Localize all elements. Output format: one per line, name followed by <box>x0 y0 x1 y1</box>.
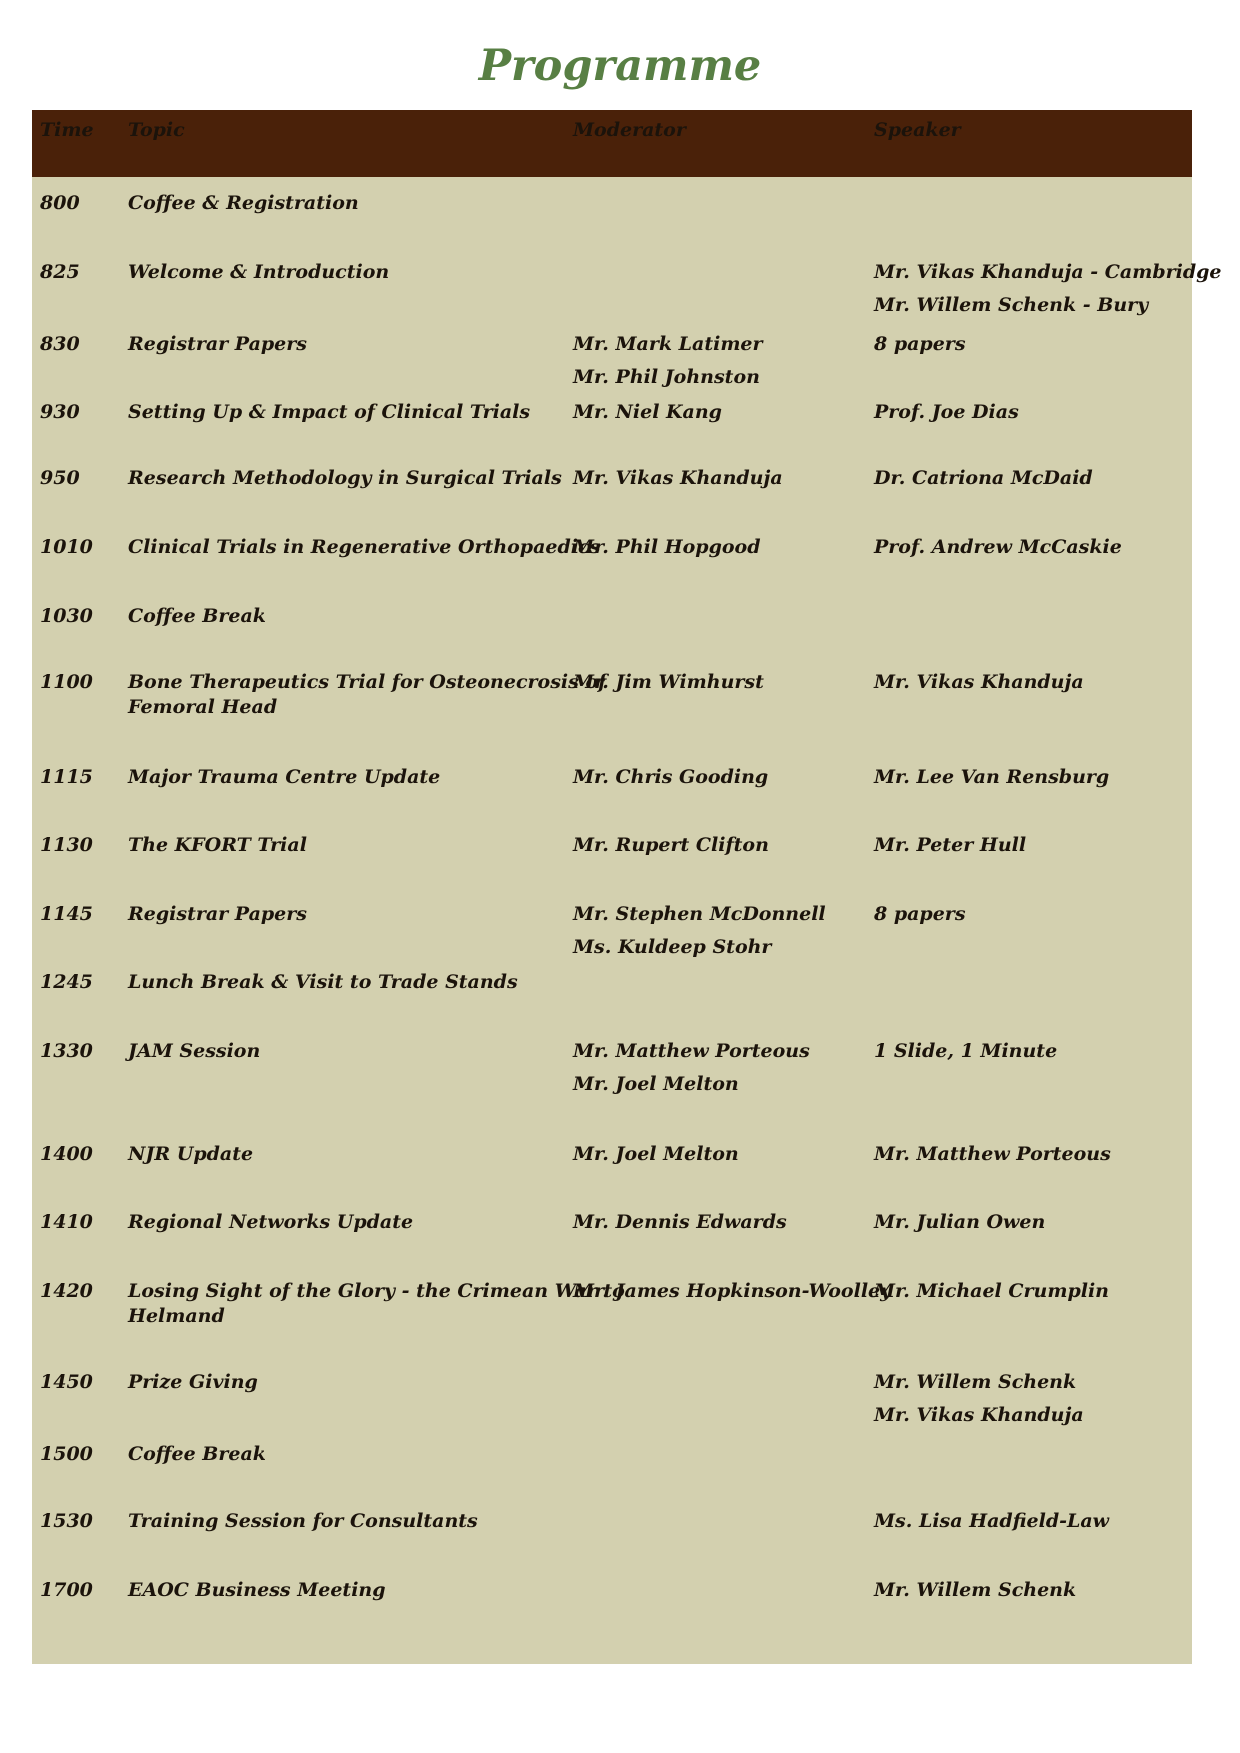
speaker-cell <box>874 332 1192 400</box>
moderator-cell <box>573 260 874 332</box>
cell-line: Mr. Rupert Clifton <box>573 834 769 856</box>
cell-line: Coffee Break <box>128 1443 266 1465</box>
time-cell <box>32 1279 128 1370</box>
time-cell <box>32 260 128 332</box>
table-header <box>32 110 1192 177</box>
time-cell <box>32 191 128 260</box>
cell-line: Mr. Vikas Khanduja <box>573 467 783 489</box>
cell-line: Mr. Vikas Khanduja <box>874 671 1084 693</box>
cell-line: Mr. Lee Van Rensburg <box>874 766 1110 788</box>
time-cell <box>32 765 128 833</box>
cell-line: Setting Up & Impact of Clinical Trials <box>128 401 531 423</box>
cell-line: Clinical Trials in Regenerative Orthopaedics <box>128 536 601 558</box>
topic-cell <box>128 670 607 765</box>
cell-line: Mr. Mark Latimer <box>573 333 763 355</box>
table-row <box>32 604 1192 670</box>
cell-line: 830 <box>40 333 80 355</box>
cell-line: Prof. Joe Dias <box>874 401 1019 423</box>
table-row <box>32 1578 1192 1646</box>
cell-line: 800 <box>40 192 80 214</box>
topic-cell <box>128 902 573 970</box>
moderator-cell <box>573 466 874 535</box>
cell-line: Mr. Joel Melton <box>573 1143 739 1165</box>
time-cell <box>32 332 128 400</box>
cell-line: 1130 <box>40 834 93 856</box>
moderator-cell <box>573 765 874 833</box>
cell-line: Mr. Willem Schenk <box>874 1579 1077 1601</box>
cell-line: Prof. Andrew McCaskie <box>874 536 1122 558</box>
column-header-moderator: Moderator <box>573 119 686 141</box>
cell-line: NJR Update <box>128 1143 254 1165</box>
moderator-cell <box>573 833 874 902</box>
cell-line: Ms. Lisa Hadfield-Law <box>874 1510 1110 1532</box>
cell-line: JAM Session <box>128 1040 261 1062</box>
time-cell <box>32 833 128 902</box>
cell-line: Coffee & Registration <box>128 192 359 214</box>
moderator-cell <box>573 1578 874 1646</box>
topic-cell <box>128 970 573 1039</box>
cell-line: Lunch Break & Visit to Trade Stands <box>128 971 518 993</box>
cell-line: Mr. Julian Owen <box>874 1211 1046 1233</box>
cell-line: Losing Sight of the Glory - the Crimean War to <box>128 1280 625 1302</box>
time-cell <box>32 1442 128 1509</box>
cell-line: 1330 <box>40 1040 93 1062</box>
cell-line: Mr. James Hopkinson-Woolley <box>573 1280 892 1302</box>
time-cell <box>32 1370 128 1442</box>
cell-line: Mr. Jim Wimhurst <box>573 671 764 693</box>
table-row <box>32 670 1192 765</box>
cell-line: Prize Giving <box>128 1371 258 1393</box>
cell-line: Helmand <box>128 1305 225 1327</box>
table-row <box>32 1442 1192 1509</box>
speaker-cell <box>874 400 1192 466</box>
cell-line: 1145 <box>40 903 93 925</box>
time-cell <box>32 902 128 970</box>
topic-cell <box>128 1442 573 1509</box>
moderator-cell <box>573 191 874 260</box>
topic-cell <box>128 260 573 332</box>
moderator-cell <box>573 535 874 604</box>
topic-cell <box>128 1279 625 1370</box>
cell-line: 1450 <box>40 1371 93 1393</box>
cell-line: Mr. Phil Johnston <box>573 366 760 388</box>
speaker-cell <box>874 1039 1192 1142</box>
table-row <box>32 1279 1192 1370</box>
cell-line: Research Methodology in Surgical Trials <box>128 467 562 489</box>
table-row <box>32 332 1192 400</box>
moderator-cell <box>573 970 874 1039</box>
speaker-cell <box>874 1279 1192 1370</box>
moderator-cell <box>573 670 874 765</box>
page-title: Programme <box>478 41 762 91</box>
table-row <box>32 1370 1192 1442</box>
cell-line: Mr. Niel Kang <box>573 401 722 423</box>
cell-line: Mr. Matthew Porteous <box>874 1143 1111 1165</box>
cell-line: Welcome & Introduction <box>128 261 390 283</box>
table-row <box>32 1039 1192 1142</box>
cell-line: 1500 <box>40 1443 93 1465</box>
cell-line: 1010 <box>40 536 93 558</box>
topic-cell <box>128 400 573 466</box>
speaker-cell <box>874 1509 1192 1578</box>
cell-line: 1420 <box>40 1280 93 1302</box>
cell-line: Coffee Break <box>128 605 266 627</box>
moderator-cell <box>573 1370 874 1442</box>
cell-line: Mr. Matthew Porteous <box>573 1040 810 1062</box>
moderator-cell <box>573 1039 874 1142</box>
cell-line: 1030 <box>40 605 93 627</box>
topic-cell <box>128 466 573 535</box>
time-cell <box>32 1509 128 1578</box>
cell-line: Mr. Peter Hull <box>874 834 1027 856</box>
time-cell <box>32 400 128 466</box>
table-row <box>32 970 1192 1039</box>
speaker-cell <box>874 260 1222 332</box>
cell-line: 1115 <box>40 766 93 788</box>
cell-line: Mr. Vikas Khanduja <box>874 1404 1084 1426</box>
table-row <box>32 191 1192 260</box>
speaker-cell <box>874 535 1192 604</box>
speaker-cell <box>874 970 1192 1039</box>
topic-cell <box>128 1142 573 1210</box>
cell-line: The KFORT Trial <box>128 834 307 856</box>
table-row <box>32 1509 1192 1578</box>
speaker-cell <box>874 604 1192 670</box>
speaker-cell <box>874 833 1192 902</box>
cell-line: Major Trauma Centre Update <box>128 766 441 788</box>
cell-line: 1530 <box>40 1510 93 1532</box>
cell-line: Dr. Catriona McDaid <box>874 467 1093 489</box>
topic-cell <box>128 332 573 400</box>
table-row <box>32 400 1192 466</box>
column-header-time: Time <box>40 119 94 141</box>
moderator-cell <box>573 1442 874 1509</box>
speaker-cell <box>874 466 1192 535</box>
speaker-cell <box>874 1210 1192 1279</box>
speaker-cell <box>874 1142 1192 1210</box>
time-cell <box>32 1578 128 1646</box>
table-row <box>32 466 1192 535</box>
speaker-cell <box>874 1370 1192 1442</box>
moderator-cell <box>573 1509 874 1578</box>
cell-line: Mr. Willem Schenk - Bury <box>874 294 1149 316</box>
cell-line: Mr. Stephen McDonnell <box>573 903 826 925</box>
table-row <box>32 535 1192 604</box>
cell-line: 8 papers <box>874 903 966 925</box>
cell-line: Femoral Head <box>128 696 278 718</box>
speaker-cell <box>874 902 1192 970</box>
speaker-cell <box>874 191 1192 260</box>
cell-line: 1400 <box>40 1143 93 1165</box>
programme-table <box>32 110 1222 1664</box>
speaker-cell <box>874 670 1192 765</box>
cell-line: 1700 <box>40 1579 93 1601</box>
moderator-cell <box>573 332 874 400</box>
topic-cell <box>128 191 573 260</box>
cell-line: Mr. Phil Hopgood <box>573 536 761 558</box>
moderator-cell <box>573 1210 874 1279</box>
cell-line: Mr. Vikas Khanduja - Cambridge <box>874 261 1222 283</box>
topic-cell <box>128 1039 573 1142</box>
cell-line: 8 papers <box>874 333 966 355</box>
cell-line: Mr. Michael Crumplin <box>874 1280 1109 1302</box>
time-cell <box>32 970 128 1039</box>
topic-cell <box>128 1370 573 1442</box>
cell-line: Bone Therapeutics Trial for Osteonecrosis of <box>128 671 607 693</box>
table-row <box>32 765 1192 833</box>
time-cell <box>32 1142 128 1210</box>
cell-line: Mr. Chris Gooding <box>573 766 769 788</box>
speaker-cell <box>874 1442 1192 1509</box>
cell-line: 1245 <box>40 971 93 993</box>
moderator-cell <box>573 1279 892 1370</box>
cell-line: Mr. Willem Schenk <box>874 1371 1077 1393</box>
cell-line: Registrar Papers <box>128 903 307 925</box>
topic-cell <box>128 535 601 604</box>
cell-line: Ms. Kuldeep Stohr <box>573 936 772 958</box>
time-cell <box>32 535 128 604</box>
topic-cell <box>128 1509 573 1578</box>
cell-line: Registrar Papers <box>128 333 307 355</box>
moderator-cell <box>573 902 874 970</box>
table-row <box>32 902 1192 970</box>
column-header-topic: Topic <box>128 119 185 141</box>
table-row <box>32 1210 1192 1279</box>
topic-cell <box>128 604 573 670</box>
cell-line: EAOC Business Meeting <box>128 1579 386 1601</box>
table-row <box>32 260 1222 332</box>
table-row <box>32 1142 1192 1210</box>
cell-line: Mr. Joel Melton <box>573 1073 739 1095</box>
cell-line: 950 <box>40 467 80 489</box>
topic-cell <box>128 833 573 902</box>
table-body <box>32 177 1222 1664</box>
cell-line: Training Session for Consultants <box>128 1510 478 1532</box>
table-row <box>32 833 1192 902</box>
moderator-cell <box>573 604 874 670</box>
cell-line: 825 <box>40 261 80 283</box>
time-cell <box>32 670 128 765</box>
time-cell <box>32 1210 128 1279</box>
cell-line: 1 Slide, 1 Minute <box>874 1040 1058 1062</box>
topic-cell <box>128 765 573 833</box>
cell-line: 1410 <box>40 1211 93 1233</box>
topic-cell <box>128 1210 573 1279</box>
cell-line: 930 <box>40 401 80 423</box>
cell-line: Mr. Dennis Edwards <box>573 1211 787 1233</box>
time-cell <box>32 466 128 535</box>
moderator-cell <box>573 1142 874 1210</box>
topic-cell <box>128 1578 573 1646</box>
speaker-cell <box>874 1578 1192 1646</box>
time-cell <box>32 1039 128 1142</box>
time-cell <box>32 604 128 670</box>
column-header-speaker: Speaker <box>874 119 961 141</box>
moderator-cell <box>573 400 874 466</box>
speaker-cell <box>874 765 1192 833</box>
cell-line: 1100 <box>40 671 93 693</box>
cell-line: Regional Networks Update <box>128 1211 414 1233</box>
